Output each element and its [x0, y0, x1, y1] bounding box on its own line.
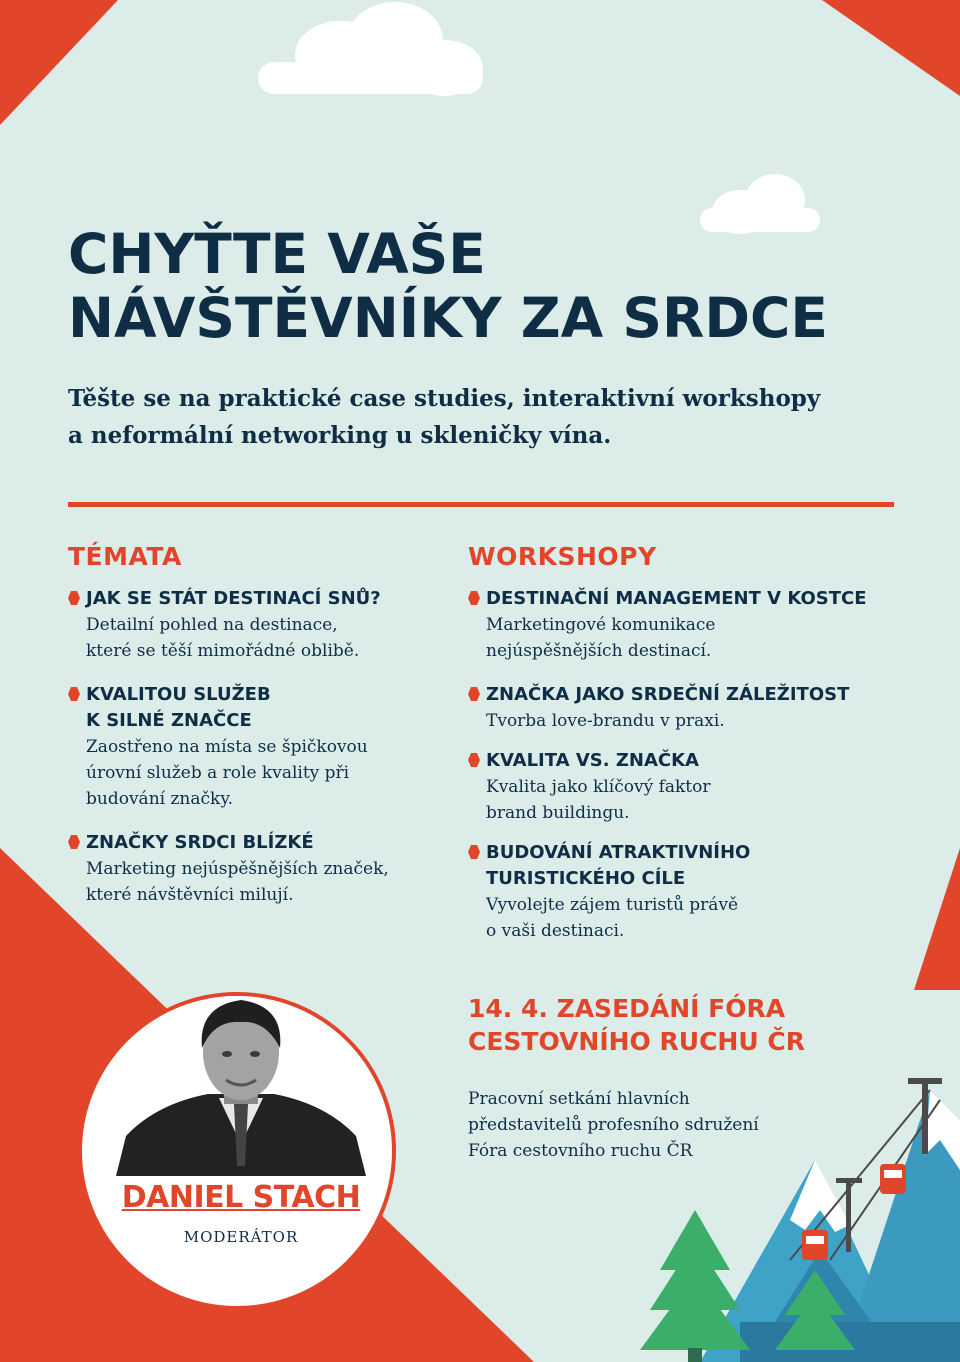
hexagon-bullet-icon [468, 845, 480, 859]
workshop-text-line: Kvalita jako klíčový faktor [486, 777, 711, 797]
workshop-text-line: Tvorba love-brandu v praxi. [486, 711, 725, 731]
topics-title: TÉMATA [68, 542, 182, 571]
moderator-badge [78, 992, 396, 1310]
corner-triangle-right [914, 848, 960, 990]
page-title [68, 222, 828, 350]
title-line-1: CHYŤTE VAŠE [68, 222, 486, 286]
workshop-title-line: TURISTICKÉHO CÍLE [486, 868, 686, 889]
workshop-description [486, 774, 908, 826]
workshop-title-line: ZNAČKA JAKO SRDEČNÍ ZÁLEŽITOST [486, 684, 850, 705]
workshops-section [468, 540, 908, 958]
hexagon-bullet-icon [468, 753, 480, 767]
topic-title-line: JAK SE STÁT DESTINACÍ SNŮ? [86, 588, 381, 609]
workshop-title [486, 586, 908, 612]
cloud-icon [258, 2, 483, 96]
workshop-title [486, 682, 908, 708]
topic-text-line: které návštěvníci milují. [86, 885, 294, 905]
workshop-text-line: brand buildingu. [486, 803, 630, 823]
topic-item [68, 682, 458, 812]
event-text-line: Pracovní setkání hlavních [468, 1089, 690, 1109]
intro-line-2: a neformální networking u skleničky vína. [68, 422, 612, 449]
workshop-title [486, 748, 908, 774]
intro-line-1: Těšte se na praktické case studies, interaktivní workshopy [68, 385, 821, 412]
workshop-title-line: DESTINAČNÍ MANAGEMENT V KOSTCE [486, 588, 867, 609]
topic-item [68, 586, 458, 664]
topic-title [86, 586, 458, 612]
section-divider [68, 502, 894, 507]
workshop-title-line: KVALITA VS. ZNAČKA [486, 750, 699, 771]
workshop-description [486, 708, 908, 734]
moderator-name: DANIEL STACH [121, 1180, 361, 1215]
topic-text-line: budování značky. [86, 789, 234, 809]
workshop-text-line: Vyvolejte zájem turistů právě [486, 895, 739, 915]
topic-text-line: Detailní pohled na destinace, [86, 615, 338, 635]
workshop-description [486, 892, 908, 944]
topic-description [86, 856, 458, 908]
workshop-item [468, 682, 908, 734]
workshop-text-line: Marketingové komunikace [486, 615, 716, 635]
hexagon-bullet-icon [68, 687, 80, 701]
topic-text-line: úrovní služeb a role kvality při [86, 763, 350, 783]
mountain-scene [640, 1060, 960, 1362]
water-icon [740, 1322, 960, 1362]
moderator-role: MODERÁTOR [183, 1228, 299, 1246]
corner-triangle-top-right [822, 0, 960, 96]
topic-description [86, 734, 458, 812]
event-text-line: Fóra cestovního ruchu ČR [468, 1141, 693, 1161]
topic-text-line: Marketing nejúspěšnějších značek, [86, 859, 389, 879]
workshop-item [468, 586, 908, 664]
event-title [468, 992, 888, 1058]
hexagon-bullet-icon [468, 687, 480, 701]
event-title-line: CESTOVNÍHO RUCHU ČR [468, 1027, 805, 1056]
topic-item [68, 830, 458, 908]
workshop-text-line: nejúspěšnějších destinací. [486, 641, 712, 661]
moderator-portrait [116, 992, 366, 1176]
hexagon-bullet-icon [468, 591, 480, 605]
topics-section [68, 540, 458, 922]
corner-triangle-top-left [0, 0, 118, 125]
topic-title [86, 682, 458, 734]
title-line-2: NÁVŠTĚVNÍKY ZA SRDCE [68, 286, 828, 350]
hexagon-bullet-icon [68, 591, 80, 605]
workshops-title: WORKSHOPY [468, 542, 657, 571]
event-text-line: představitelů profesního sdružení [468, 1115, 759, 1135]
topic-text-line: které se těší mimořádné oblibě. [86, 641, 360, 661]
topic-title-line: KVALITOU SLUŽEB [86, 684, 271, 705]
event-title-line: 14. 4. ZASEDÁNÍ FÓRA [468, 994, 786, 1023]
topic-title-line: ZNAČKY SRDCI BLÍZKÉ [86, 832, 314, 853]
workshop-item [468, 748, 908, 826]
workshop-title [486, 840, 908, 892]
topic-title [86, 830, 458, 856]
topic-text-line: Zaostřeno na místa se špičkovou [86, 737, 368, 757]
hexagon-bullet-icon [68, 835, 80, 849]
workshop-description [486, 612, 908, 664]
workshop-text-line: o vaši destinaci. [486, 921, 625, 941]
intro-text [68, 380, 908, 454]
workshop-item [468, 840, 908, 944]
workshop-title-line: BUDOVÁNÍ ATRAKTIVNÍHO [486, 842, 751, 863]
topic-title-line: K SILNÉ ZNAČCE [86, 710, 252, 731]
topic-description [86, 612, 458, 664]
tree-icon [640, 1210, 750, 1362]
